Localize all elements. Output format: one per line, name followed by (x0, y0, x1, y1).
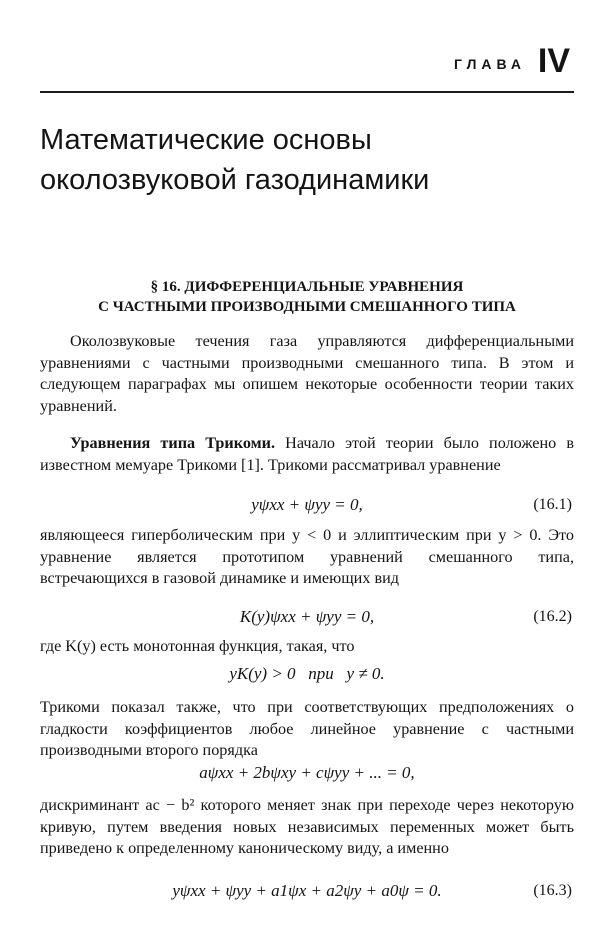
equation-16-2-number: (16.2) (533, 608, 572, 625)
tricomi-text: Начало этой теории было положено в известном мемуаре Трикоми [1]. Трикоми рассматривал уравнение (40, 434, 574, 474)
equation-general-formula: aψxx + 2bψxy + cψyy + ... = 0, (199, 763, 415, 782)
paragraph-2: являющееся гиперболическим при y < 0 и эллиптическим при y > 0. Это уравнение является прототипом уравнений смешанного типа, встречающихся в газовой динамике и имеющих вид (40, 526, 574, 587)
section-title-line1: § 16. ДИФФЕРЕНЦИАЛЬНЫЕ УРАВНЕНИЯ (150, 279, 464, 295)
equation-general (40, 760, 574, 786)
equation-16-3-formula: yψxx + ψyy + a1ψx + a2ψy + a0ψ = 0. (172, 881, 442, 900)
chapter-title (40, 120, 580, 200)
chapter-number: IV (537, 42, 570, 80)
paragraph-3: где K(y) есть монотонная функция, такая, что (40, 637, 355, 655)
chapter-word: ГЛАВА (454, 56, 527, 72)
equation-16-1-number: (16.1) (533, 496, 572, 513)
chapter-label (440, 42, 572, 82)
section-title (40, 277, 574, 317)
chapter-title-line1: Математические основы (40, 124, 372, 156)
paragraph-5: дискриминант ac − b² которого меняет знак при переходе через некоторую кривую, путем введения новых независимых переменных может быть приведено к определенному каноническому виду, а именно (40, 796, 574, 857)
equation-16-1-formula: yψxx + ψyy = 0, (251, 495, 363, 514)
condition-formula: yK(y) > 0 при y ≠ 0. (229, 664, 385, 683)
equation-16-2-formula: K(y)ψxx + ψyy = 0, (239, 607, 375, 626)
chapter-title-line2: околозвуковой газодинамики (40, 164, 430, 196)
intro-paragraph: Околозвуковые течения газа управляются дифференциальными уравнениями с частными производными смешанного типа. В этом и следующем параграфах мы опишем некоторые особенности теории таких уравнений. (40, 332, 574, 415)
condition-equation (40, 661, 574, 687)
equation-16-3 (40, 878, 574, 904)
tricomi-heading: Уравнения типа Трикоми. (70, 434, 276, 452)
tricomi-paragraph (40, 433, 574, 476)
equation-16-3-number: (16.3) (533, 882, 572, 899)
equation-16-1 (40, 492, 574, 518)
header-rule (40, 91, 574, 93)
equation-16-2 (40, 604, 574, 630)
section-title-line2: С ЧАСТНЫМИ ПРОИЗВОДНЫМИ СМЕШАННОГО ТИПА (98, 299, 516, 315)
paragraph-4: Трикоми показал также, что при соответствующих предположениях о гладкости коэффициентов любое линейное уравнение с частными производными второго порядка (40, 698, 574, 759)
